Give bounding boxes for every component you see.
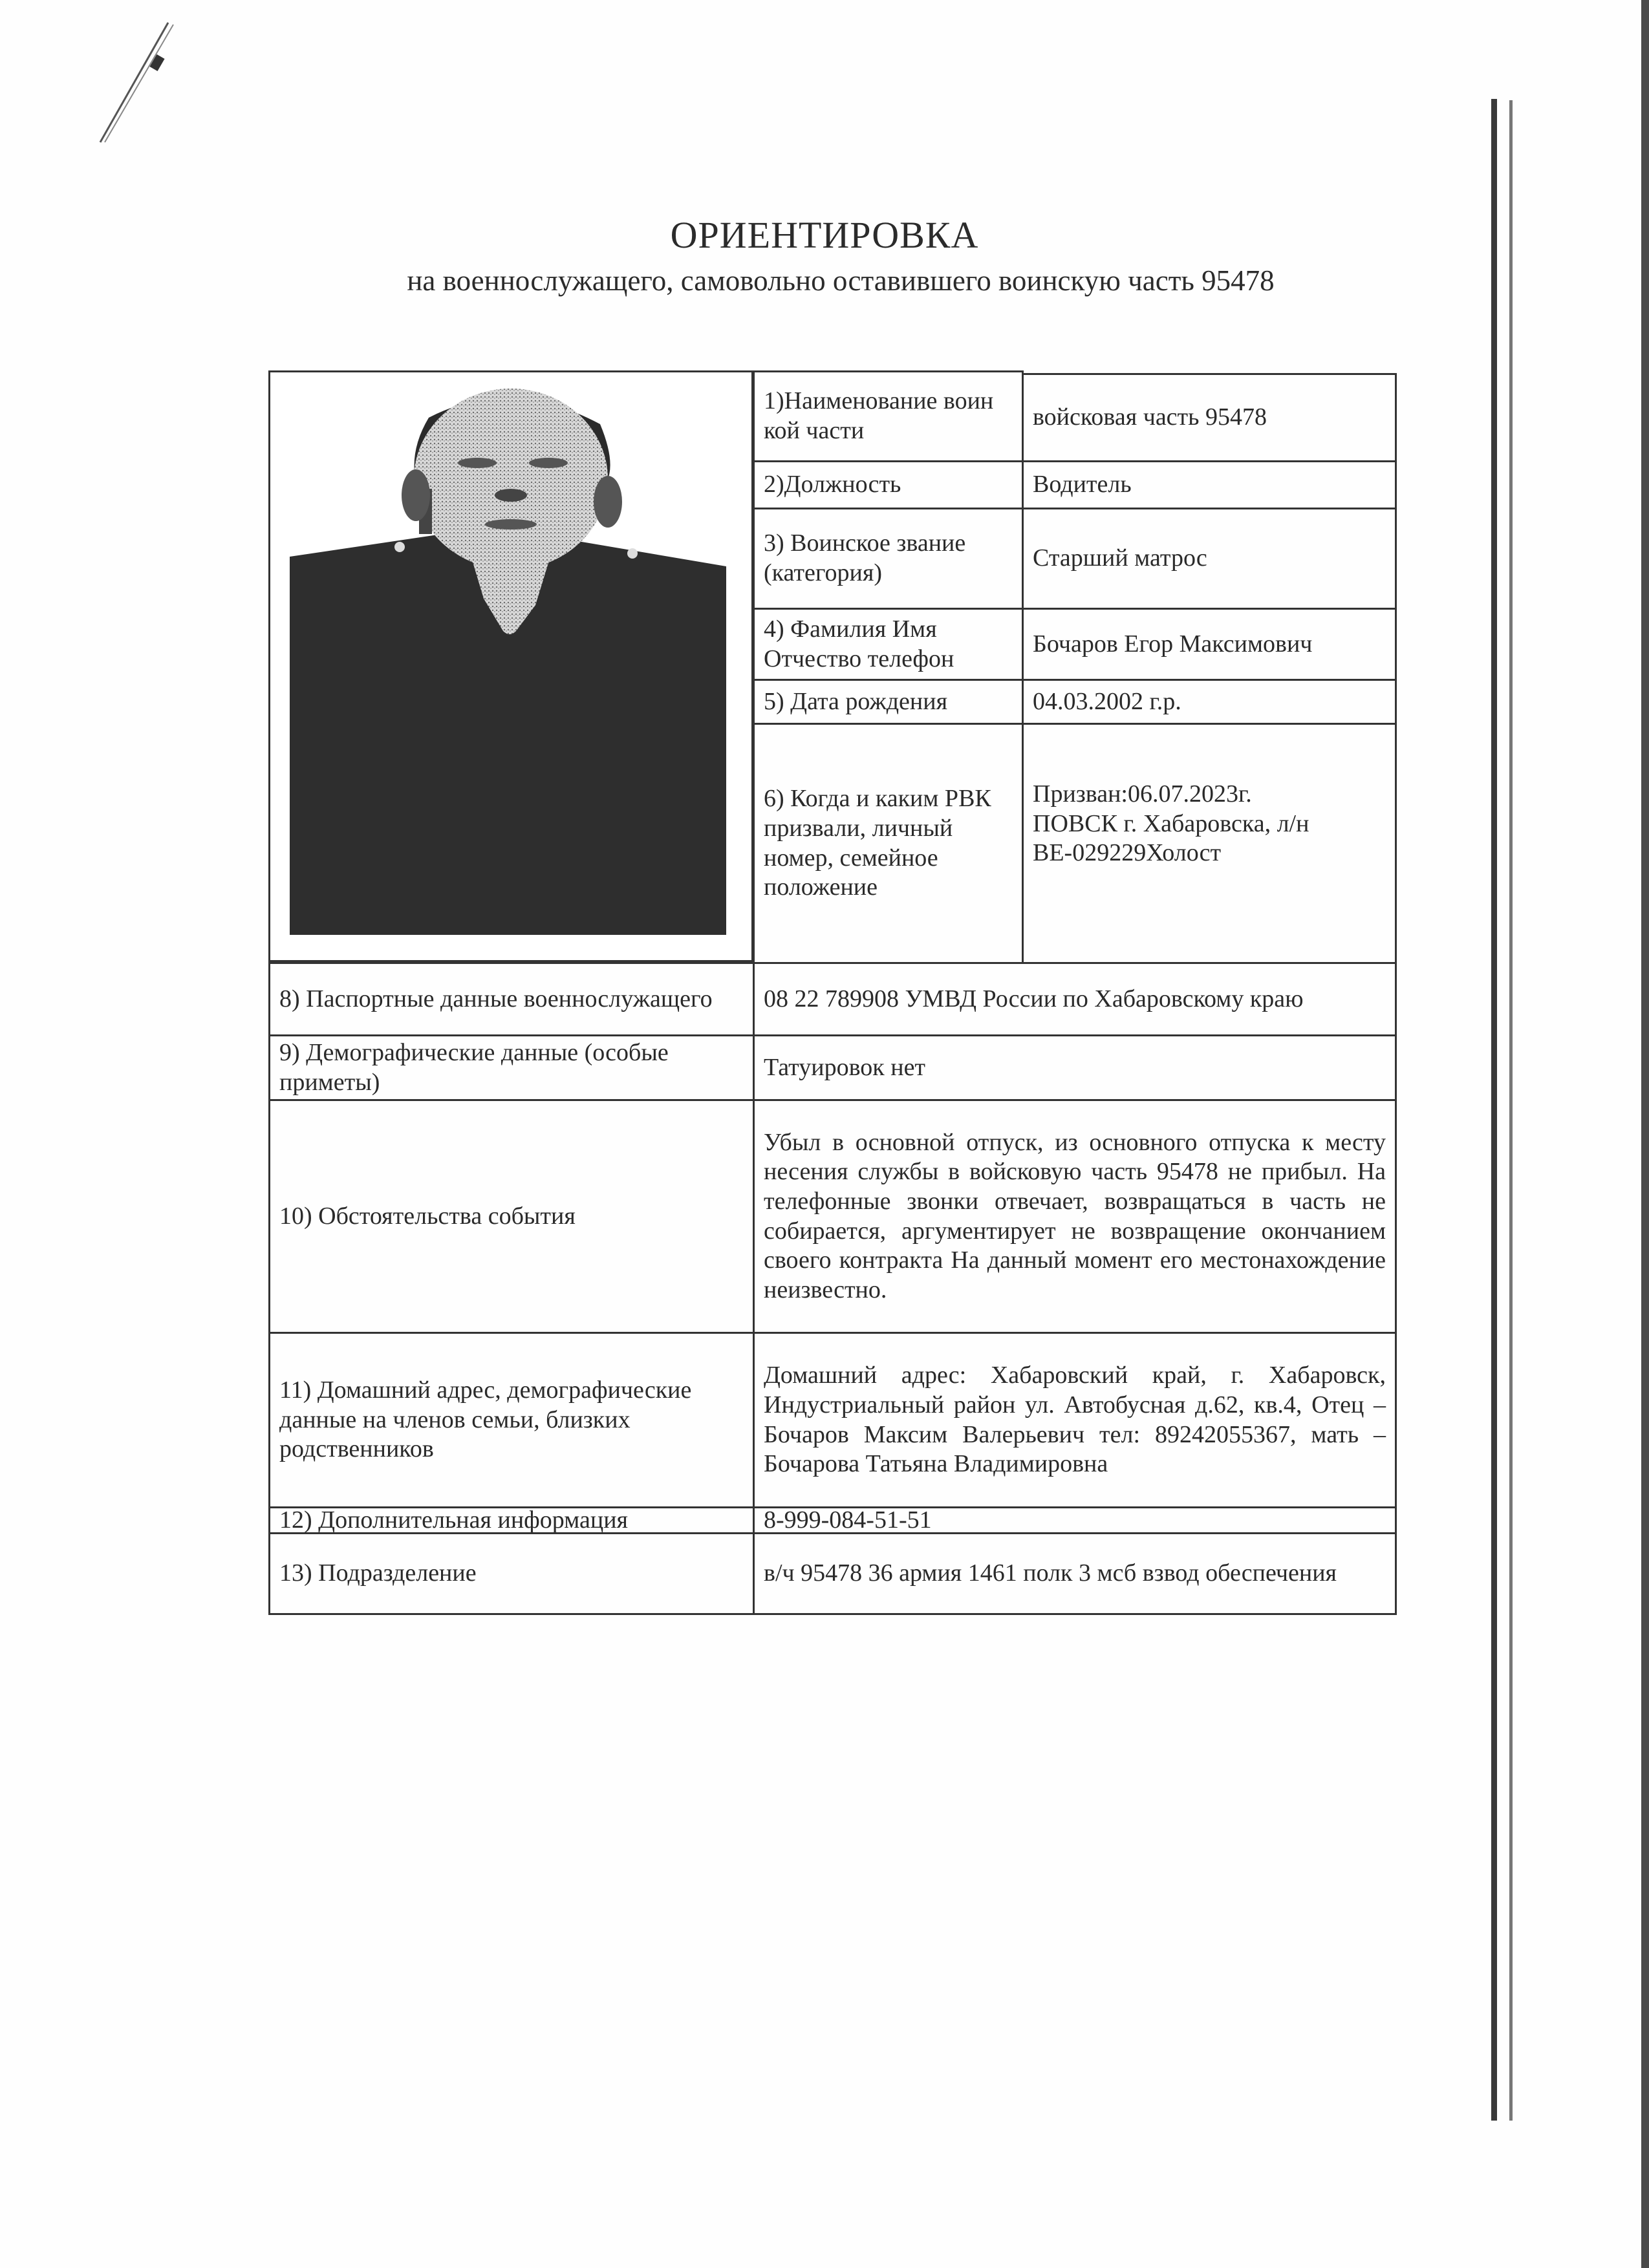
label-unit-name: 1)Наименование воин кой части — [753, 370, 1024, 462]
value-unit-name: войсковая часть 95478 — [1022, 373, 1397, 462]
label-home-address: 11) Домашний адрес, демографические данные на членов семьи, близких родственников — [268, 1332, 755, 1508]
pen-mark-icon — [91, 19, 181, 149]
person-photo-icon — [270, 372, 751, 960]
value-rank: Старший матрос — [1022, 508, 1397, 610]
label-position: 2)Должность — [753, 460, 1024, 509]
soldier-photo — [268, 370, 753, 962]
value-home-address: Домашний адрес: Хабаровский край, г. Хабаровск, Индустриальный район ул. Автобусная д.62, кв.4, Отец – Бочаров Максим Валерьевич тел: 89242055367, мать – Бочарова Татьяна Владимировна — [753, 1332, 1397, 1508]
label-passport: 8) Паспортные данные военнослужащего — [268, 962, 755, 1036]
value-subdivision: в/ч 95478 36 армия 1461 полк 3 мсб взвод обеспечения — [753, 1532, 1397, 1615]
label-circumstances: 10) Обстоятельства события — [268, 1099, 755, 1334]
value-position: Водитель — [1022, 460, 1397, 509]
value-birth-date: 04.03.2002 г.р. — [1022, 679, 1397, 725]
label-full-name: 4) Фамилия Имя Отчество телефон — [753, 608, 1024, 681]
label-additional-info: 12) Дополнительная информация — [268, 1506, 755, 1534]
value-special-marks: Татуировок нет — [753, 1034, 1397, 1101]
info-table — [268, 370, 1397, 1615]
value-passport: 08 22 789908 УМВД России по Хабаровскому краю — [753, 962, 1397, 1036]
label-special-marks: 9) Демографические данные (особые приметы) — [268, 1034, 755, 1101]
value-circumstances: Убыл в основной отпуск, из основного отпуска к месту несения службы в войсковую часть 95478 не прибыл. На телефонные звонки отвечает, возвращаться в часть не собирается, аргументирует не возвращение окончанием своего контракта На данный момент его местонахождение неизвестно. — [753, 1099, 1397, 1334]
binding-line-secondary — [1509, 100, 1513, 2121]
scan-edge — [1641, 0, 1649, 2268]
label-rank: 3) Воинское звание (категория) — [753, 508, 1024, 610]
document-subtitle: на военнослужащего, самовольно оставившего воинскую часть 95478 — [407, 264, 1275, 297]
value-additional-info: 8-999-084-51-51 — [753, 1506, 1397, 1534]
value-conscription: Призван:06.07.2023г. ПОВСК г. Хабаровска, л/н ВЕ-029229Холост — [1022, 723, 1397, 964]
label-conscription: 6) Когда и каким РВК призвали, личный номер, семейное положение — [753, 723, 1024, 964]
document-title: ОРИЕНТИРОВКА — [670, 214, 979, 256]
label-birth-date: 5) Дата рождения — [753, 679, 1024, 725]
label-subdivision: 13) Подразделение — [268, 1532, 755, 1615]
value-full-name: Бочаров Егор Максимович — [1022, 608, 1397, 681]
binding-line — [1491, 99, 1497, 2121]
